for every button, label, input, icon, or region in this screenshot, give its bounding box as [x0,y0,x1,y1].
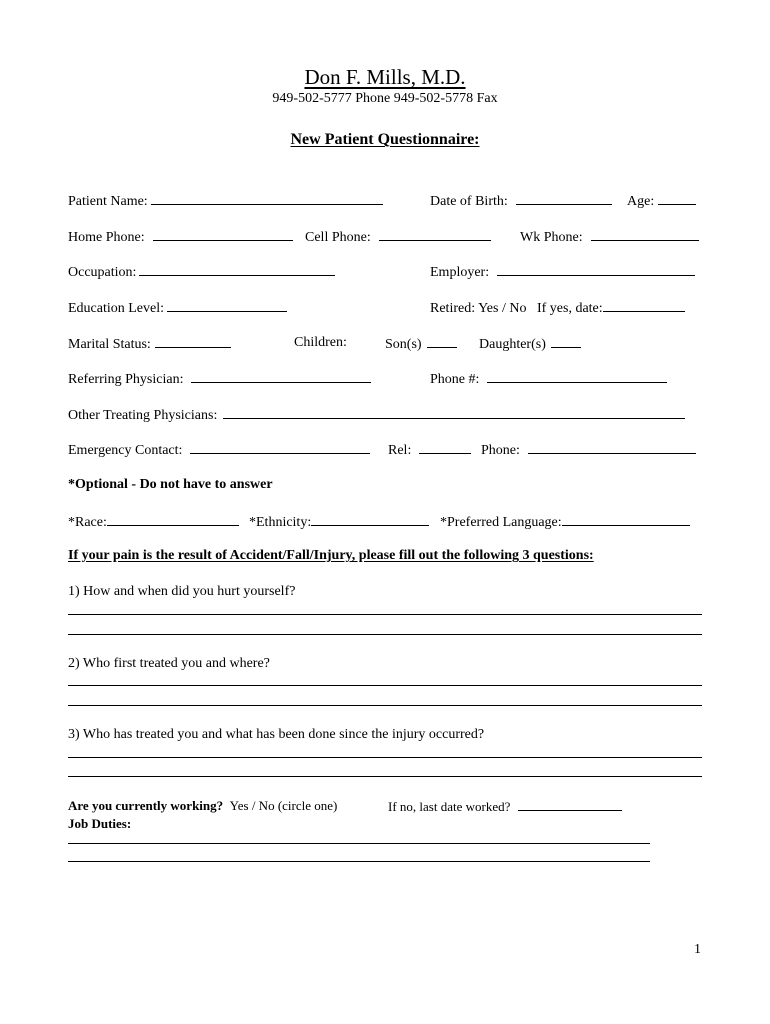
phone-number-label: Phone #: [430,372,480,387]
retired-date-blank[interactable] [603,299,685,312]
race-label: *Race: [68,515,107,530]
rel-blank[interactable] [419,441,471,454]
question-2-answer-line-2[interactable] [68,705,702,706]
rel-label: Rel: [388,443,412,458]
education-label: Education Level: [68,301,165,316]
dob-label: Date of Birth: [430,194,508,209]
question-2-answer-line-1[interactable] [68,685,702,686]
age-field [627,192,696,210]
occupation-label: Occupation: [68,265,137,280]
sons-blank[interactable] [427,335,457,348]
children-label: Children: [294,335,347,350]
working-question: Are you currently working? [68,798,224,813]
age-label: Age: [627,194,655,209]
working-question-row [68,798,337,814]
phone-number-blank[interactable] [487,370,667,383]
job-duties-line-1[interactable] [68,843,650,844]
retired-field [430,299,685,317]
ethnicity-blank[interactable] [311,513,429,526]
other-treating-blank[interactable] [223,406,685,419]
education-blank[interactable] [167,299,287,312]
employer-field [430,263,695,281]
emergency-phone-field [481,441,696,459]
emergency-contact-blank[interactable] [190,441,370,454]
if-yes-date-label: If yes, date: [536,301,603,316]
dob-field [430,192,612,210]
emergency-phone-label: Phone: [481,443,520,458]
ethnicity-field [249,513,429,531]
sons-field [385,335,457,353]
job-duties-label: Job Duties: [68,816,132,831]
retired-label: Retired: Yes / No [430,301,527,316]
marital-status-field [68,335,231,353]
language-label: *Preferred Language: [440,515,562,530]
contact-info: 949-502-5777 Phone 949-502-5778 Fax [272,91,498,106]
phone-number-field [430,370,667,388]
last-date-worked-blank[interactable] [518,798,622,811]
sons-label: Son(s) [385,337,422,352]
referring-physician-blank[interactable] [191,370,371,383]
emergency-contact-field [68,441,370,459]
last-date-worked-label: If no, last date worked? [388,799,511,814]
occupation-blank[interactable] [139,263,335,276]
patient-name-field [68,192,383,210]
question-3-answer-line-2[interactable] [68,776,702,777]
employer-blank[interactable] [497,263,695,276]
home-phone-blank[interactable] [153,228,293,241]
other-treating-label: Other Treating Physicians: [68,408,218,423]
rel-field [388,441,471,459]
question-2: 2) Who first treated you and where? [68,656,270,671]
patient-name-blank[interactable] [151,192,383,205]
injury-heading: If your pain is the result of Accident/Fall/Injury, please fill out the following 3 questions: [68,548,594,563]
other-treating-field [68,406,685,424]
cell-phone-label: Cell Phone: [305,230,371,245]
race-blank[interactable] [107,513,239,526]
wk-phone-field [520,228,699,246]
cell-phone-blank[interactable] [379,228,491,241]
question-1-answer-line-2[interactable] [68,634,702,635]
language-field [440,513,690,531]
daughters-field [479,335,581,353]
marital-status-label: Marital Status: [68,337,151,352]
education-field [68,299,287,317]
emergency-contact-label: Emergency Contact: [68,443,183,458]
cell-phone-field [305,228,491,246]
last-date-worked-field [388,798,622,815]
page-number: 1 [694,942,701,957]
wk-phone-blank[interactable] [591,228,699,241]
wk-phone-label: Wk Phone: [520,230,583,245]
working-options[interactable]: Yes / No (circle one) [229,798,338,813]
daughters-label: Daughter(s) [479,337,546,352]
doctor-name: Don F. Mills, M.D. [304,65,466,89]
patient-name-label: Patient Name: [68,194,148,209]
daughters-blank[interactable] [551,335,581,348]
age-blank[interactable] [658,192,696,205]
job-duties-line-2[interactable] [68,861,650,862]
home-phone-field [68,228,293,246]
question-3: 3) Who has treated you and what has been done since the injury occurred? [68,727,485,742]
question-3-answer-line-1[interactable] [68,757,702,758]
dob-blank[interactable] [516,192,612,205]
marital-status-blank[interactable] [155,335,231,348]
referring-physician-label: Referring Physician: [68,372,184,387]
ethnicity-label: *Ethnicity: [249,515,312,530]
question-1-answer-line-1[interactable] [68,614,702,615]
form-title: New Patient Questionnaire: [290,131,480,148]
home-phone-label: Home Phone: [68,230,145,245]
employer-label: Employer: [430,265,490,280]
race-field [68,513,239,531]
emergency-phone-blank[interactable] [528,441,696,454]
optional-heading: *Optional - Do not have to answer [68,477,273,492]
language-blank[interactable] [562,513,690,526]
occupation-field [68,263,335,281]
question-1: 1) How and when did you hurt yourself? [68,584,296,599]
referring-physician-field [68,370,371,388]
